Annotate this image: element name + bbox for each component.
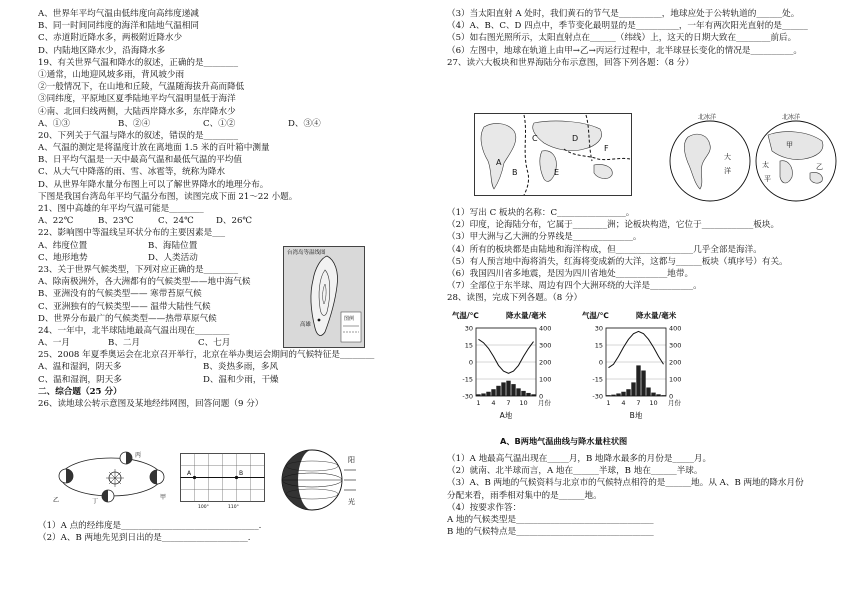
orbit-label-yi: 乙 [53, 497, 60, 504]
q26-stem: 26、读地球公转示意图及某地经纬网图，回答问题（9 分） [38, 399, 264, 409]
q18-option-a: A、世界年平均气温由低纬度向高纬度递减 [38, 9, 199, 19]
q27-part-7: （7）全部位于东半球、周边有四个大洲环绕的大洋是__________。 [447, 281, 702, 292]
q28-part-1: （1）A 地最高气温出现在_____月，B 地降水最多的月份是_____月。 [447, 454, 712, 464]
west-globe-label-yang: 洋 [724, 167, 731, 175]
q28-part-4a: A 地的气候类型是________________________________ [447, 514, 654, 525]
taiwan-isotherm-map [283, 246, 365, 348]
q21-intro: 下图是我国台湾岛年平均气温分布图，读图完成下面 21～22 小题。 [38, 191, 298, 202]
east-globe-label-jia: 甲 [786, 141, 793, 149]
q19-item-3: ③同纬度，平原地区夏季陆地平均气温明显低于海洋 [38, 94, 236, 105]
map-label-kaohsiung: 高雄 [300, 322, 312, 328]
q21-option-c: C、24℃ [158, 216, 194, 227]
point-a-dot-icon [193, 476, 196, 479]
chart-a-bar [491, 389, 495, 396]
east-globe-label-yi: 乙 [816, 163, 823, 171]
plate-label-c: C [532, 134, 538, 143]
chart-b-y2tick: 100 [669, 375, 682, 384]
q25-option-a: A、温和湿润，阴天多 [38, 362, 122, 373]
q20-option-b: B、日平均气温是一天中最高气温和最低气温的平均值 [38, 155, 242, 166]
q26-part-1: （1）A 点的经纬度是________________________________. [38, 521, 262, 531]
earth-orbit-diagram [52, 449, 170, 505]
q22-option-d: D、人类活动 [148, 252, 198, 263]
q27-stem: 27、读六大板块和世界海陆分布示意图，回答下列各题：（8 分） [447, 57, 694, 68]
east-globe-label-ping: 平 [764, 175, 771, 183]
q28-part-3a: （3）A、B 两地的气候资料与北京市的气候特点相符的是______地。从 A、B 两地的降水月份 [447, 478, 804, 489]
chart-b-bar [651, 393, 655, 396]
chart-a-xtick: 4 [491, 399, 496, 407]
q26-part-6: （6）左图中，地球在轨道上由甲→乙→丙运行过程中，北半球昼长变化的情况是__________。 [447, 45, 803, 56]
q21-option-d: D、26℃ [216, 216, 253, 227]
earth-position-top-icon [120, 452, 132, 464]
chart-a-ylabel: 气温/℃ [452, 311, 479, 320]
q20-option-c: C、从大气中降落的雨、雪、冰雹等，统称为降水 [38, 167, 226, 178]
q22-stem: 22、影响图中等温线呈环状分布的主要因素是___ [38, 228, 226, 239]
chart-a-ytick: 0 [468, 358, 473, 367]
chart-b-ytick: 0 [598, 358, 603, 367]
q22-option-c: C、地形地势 [38, 252, 88, 263]
q21-stem: 21、图中高雄的年平均气温可能是________ [38, 204, 204, 214]
chart-a-ytick: 30 [464, 324, 473, 333]
plate-label-d: D [572, 134, 579, 143]
q22-option-a: A、纬度位置 [38, 240, 88, 251]
hemispheres-map [668, 113, 842, 207]
plate-label-a: A [496, 158, 502, 167]
q28-part-2: （2）就南、北半球而言，A 地在______半球，B 地在______半球。 [447, 466, 703, 477]
chart-b-xtick: 4 [621, 399, 626, 407]
chart-b-y2tick: 200 [669, 358, 682, 367]
q27-part-2: （2）印度，论海陆分布，它属于________洲；论板块构造，它位于____________板块。 [447, 220, 780, 231]
chart-b-bar [636, 365, 640, 396]
q24-option-c: C、七月 [198, 338, 231, 349]
earth-position-right-icon [150, 470, 164, 484]
chart-a-y2tick: 300 [539, 341, 552, 350]
chart-b-ytick: 15 [594, 341, 603, 350]
right-column-mid [447, 207, 847, 305]
chart-a-y2tick: 100 [539, 375, 552, 384]
chart-a-xlabel: 月份 [538, 399, 551, 407]
chart-a-bar [516, 388, 520, 396]
west-globe-label-arctic: 北冰洋 [698, 114, 717, 121]
earth-position-left-icon [59, 469, 73, 483]
q19-stem: 19、有关世界气温和降水的叙述，正确的是________ [38, 57, 238, 68]
grid-label-110: 110° [228, 505, 239, 509]
plate-label-f: F [604, 144, 609, 153]
chart-b-ytick: 30 [594, 324, 603, 333]
right-column-top [447, 8, 847, 69]
q23-option-d: D、世界分布最广的气候类型——热带草原气候 [38, 313, 217, 324]
q18-option-d: D、内陆地区降水少，沿海降水多 [38, 45, 166, 56]
q19-option-c: C、①② [203, 118, 236, 129]
right-column-bottom [447, 453, 847, 538]
q19-option-b: B、②④ [118, 118, 151, 129]
earth-position-bottom-icon [102, 490, 114, 502]
section-2-heading: 二、综合题（25 分） [38, 386, 122, 397]
chart-a-temp-line [479, 339, 534, 373]
q24-option-a: A、一月 [38, 338, 70, 349]
chart-a-y2tick: 400 [539, 324, 552, 333]
chart-a-bar [496, 386, 500, 396]
q25-option-c: C、温和湿润，阴天多 [38, 374, 122, 385]
q28-part-4b: B 地的气候特点是________________________________ [447, 527, 654, 538]
chart-b-ytick: -30 [592, 392, 603, 401]
chart-a-y2tick: 0 [539, 392, 544, 401]
q25-option-d: D、温和少雨，干燥 [203, 374, 279, 385]
climate-charts [448, 308, 718, 434]
lat-long-grid-diagram [176, 451, 268, 509]
q24-stem: 24、一年中，北半球陆地最高气温出现在________ [38, 325, 230, 336]
east-globe-label-arctic: 北冰洋 [782, 114, 801, 121]
q23-option-c: C、亚洲独有的气候类型—— 温带大陆性气候 [38, 301, 211, 312]
q24-option-b: B、二月 [108, 338, 141, 349]
chart-a-bar [521, 391, 525, 396]
q19-item-4: ④南、北回归线两侧，大陆西岸降水多，东岸降水少 [38, 106, 236, 117]
q24-options [38, 337, 430, 349]
chart-a-xtick: 7 [506, 399, 511, 407]
orbit-label-ding: 丁 [92, 498, 99, 505]
chart-a-xtick: 10 [519, 399, 528, 407]
q28-part-4: （4）按要求作答： [447, 502, 522, 513]
chart-caption: A、B两地气温曲线与降水量柱状图 [500, 436, 628, 446]
q26-answers-left [38, 520, 430, 544]
chart-a-bar [526, 393, 530, 396]
q27-part-5: （5）有人预言地中海将消失，红海将变成新的大洋，这都与______板块（填序号）有关。 [447, 256, 788, 267]
chart-a-y2tick: 200 [539, 358, 552, 367]
map-title: 台湾岛等温线图 [287, 250, 326, 256]
chart-b-title: B地 [629, 411, 643, 420]
chart-b-bar [621, 392, 625, 396]
chart-b-ylabel: 气温/℃ [582, 311, 609, 320]
left-column [38, 8, 430, 410]
chart-b [582, 310, 682, 420]
chart-a-ytick: -30 [462, 392, 473, 401]
q19-option-d: D、③④ [288, 118, 321, 129]
kaohsiung-dot-icon [318, 319, 321, 322]
q27-part-6: （6）我国四川省多地震，是因为四川省地处____________地带。 [447, 268, 694, 279]
orbit-label-jia: 甲 [160, 494, 167, 501]
q25-options-cd [38, 374, 430, 386]
chart-a-ytick: -15 [462, 375, 473, 384]
chart-a-bar [506, 381, 510, 396]
chart-a-title: A地 [499, 411, 513, 420]
chart-a-bar [511, 384, 515, 396]
sun-icon [106, 469, 124, 487]
q28-stem: 28、读图，完成下列各题。（8 分） [447, 293, 583, 304]
chart-b-y2tick: 400 [669, 324, 682, 333]
q23-option-b: B、亚洲没有的气候类型—— 寒带苔原气候 [38, 289, 202, 300]
globe-label-yang: 阳 [348, 456, 355, 464]
plate-label-b: B [512, 168, 518, 177]
q21-options [38, 215, 430, 227]
chart-b-temp-line [609, 331, 664, 367]
western-hemisphere-globe [670, 121, 750, 201]
q19-item-2: ②一般情况下，在山地和丘陵，气温随海拔升高而降低 [38, 82, 245, 93]
q25-stem: 25、2008 年夏季奥运会在北京召开举行，北京在举办奥运会期间的气候特征是________ [38, 350, 375, 361]
q28-part-3b: 分配来看，雨季相对集中的是______地。 [447, 490, 602, 501]
chart-b-bar [631, 382, 635, 396]
west-globe-label-da: 大 [724, 153, 731, 161]
q26-part-3: （3）当太阳直射 A 处时，我们黄石的节气是__________，地球应处于公转轨道的______处。 [447, 9, 800, 19]
chart-a [452, 310, 552, 420]
chart-b-ytick: -15 [592, 375, 603, 384]
q26-part-4: （4）A、B、C、D 四点中，季节变化最明显的是__________，一年有两次阳光直射的是______ [447, 21, 808, 32]
q21-option-b: B、23℃ [98, 216, 134, 227]
chart-b-xtick: 7 [636, 399, 641, 407]
chart-a-bar [486, 392, 490, 396]
q26-part-2: （2）A、B 两地先见到日出的是____________________. [38, 533, 251, 544]
q18-option-b: B、同一时间同纬度的海洋和陆地气温相同 [38, 21, 200, 32]
q19-item-1: ①通常，山地迎风坡多雨，背风坡少雨 [38, 69, 185, 80]
q27-part-3: （3）甲大洲与乙大洲的分界线是______________。 [447, 232, 642, 243]
q23-stem: 23、关于世界气候类型，下列对应正确的是________ [38, 264, 238, 275]
orbit-label-bing: 丙 [135, 452, 142, 459]
chart-b-bar [626, 389, 630, 396]
q19-options [38, 118, 430, 130]
q26-part-5: （5）如右图光照所示，太阳直射点在______（纬线）上，这天的日期大致在________前后。 [447, 33, 797, 44]
q20-stem: 20、下列关于气温与降水的叙述，错误的是________ [38, 130, 238, 141]
chart-b-y2tick: 0 [669, 392, 674, 401]
chart-b-bar [646, 388, 650, 397]
q25-options-ab [38, 361, 430, 373]
six-plates-map [474, 113, 632, 196]
map-legend-title: 图例 [344, 316, 355, 322]
chart-a-bar [501, 382, 505, 396]
globe-label-guang: 光 [348, 498, 355, 506]
plate-label-e: E [554, 168, 560, 177]
chart-a-y2label: 降水量/毫米 [506, 311, 547, 320]
q21-option-a: A、22℃ [38, 216, 74, 227]
q20-option-a: A、气温的测定是将温度计放在离地面 1.5 米的百叶箱中测量 [38, 143, 270, 154]
q22-options-cd [38, 252, 430, 264]
globe-illumination-diagram [278, 444, 358, 520]
chart-b-xtick: 10 [649, 399, 658, 407]
q19-option-a: A、①③ [38, 118, 70, 129]
q27-part-4: （4）所有的板块都是由陆地和海洋构成，但__________________几乎全部是海洋。 [447, 244, 762, 255]
grid-label-a: A [187, 470, 192, 477]
chart-b-bar [641, 371, 645, 397]
east-globe-label-tai: 太 [762, 161, 769, 169]
q18-option-c: C、赤道附近降水多，两极附近降水少 [38, 33, 183, 44]
q27-part-1: （1）写出 C 板块的名称：C________________。 [447, 208, 635, 218]
q22-option-b: B、海陆位置 [148, 240, 198, 251]
chart-b-xlabel: 月份 [668, 399, 681, 407]
chart-a-xtick: 1 [476, 399, 481, 407]
grid-label-b: B [239, 470, 244, 477]
chart-b-y2label: 降水量/毫米 [636, 311, 677, 320]
chart-b-xtick: 1 [606, 399, 611, 407]
grid-label-100: 100° [198, 505, 209, 509]
q20-option-d: D、从世界年降水量分布图上可以了解世界降水的地理分布。 [38, 179, 269, 190]
point-b-dot-icon [235, 476, 238, 479]
q25-option-b: B、炎热多雨，多风 [203, 362, 279, 373]
q23-option-a: A、除南极洲外，各大洲都有的气候类型——地中海气候 [38, 277, 251, 288]
q22-options-ab [38, 240, 430, 252]
sunlight-arrows-icon [344, 470, 356, 490]
chart-a-ytick: 15 [464, 341, 473, 350]
chart-b-y2tick: 300 [669, 341, 682, 350]
